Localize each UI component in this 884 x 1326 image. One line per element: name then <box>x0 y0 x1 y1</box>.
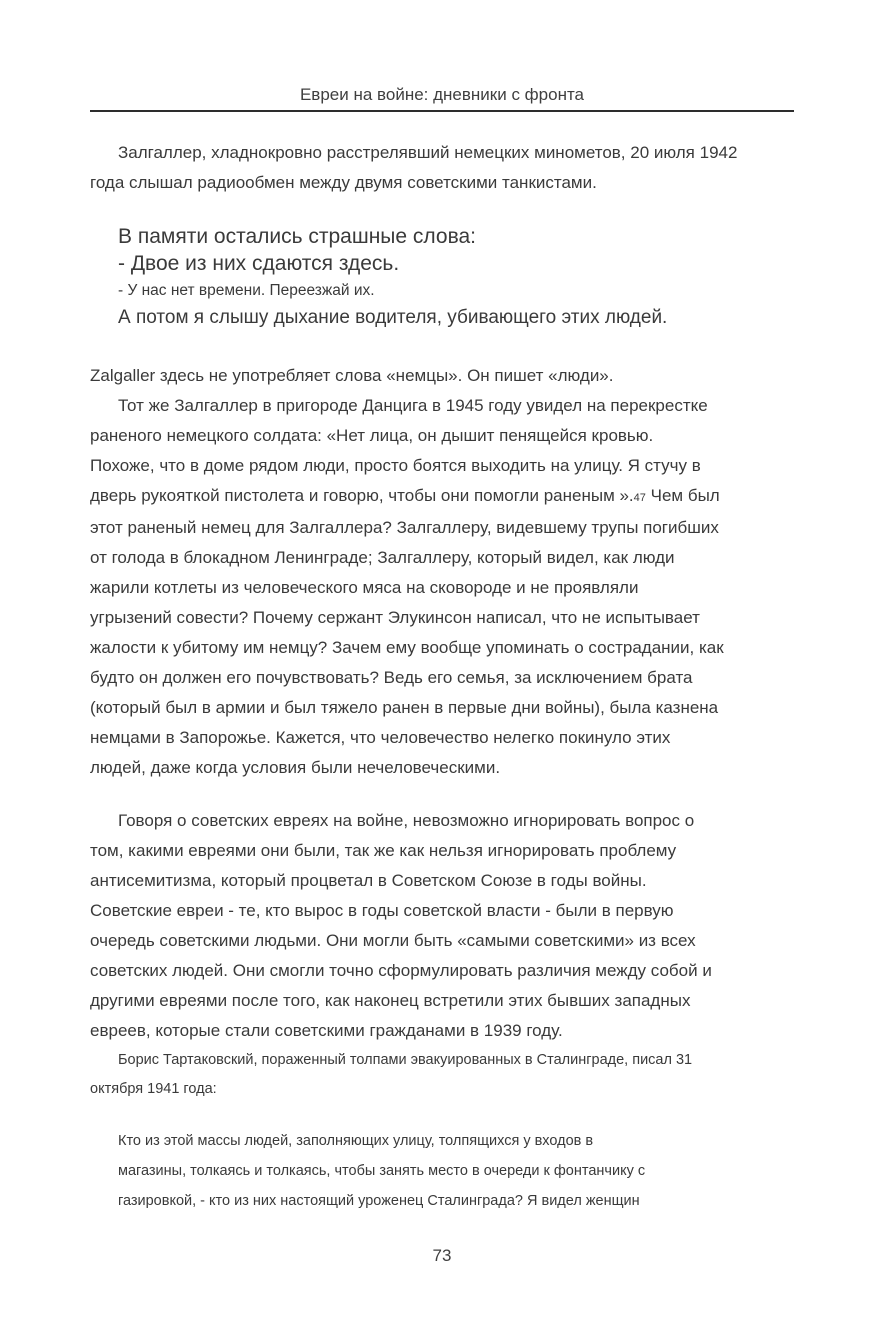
footnote-marker: 47 <box>633 492 646 504</box>
paragraph-soviet-jews <box>90 806 794 1046</box>
text-line: Тот же Залгаллер в пригороде Данцига в 1945 году увидел на перекрестке <box>118 396 708 415</box>
text-line: антисемитизма, который процветал в Советском Союзе в годы войны. <box>90 871 647 890</box>
text-line: октября 1941 года: <box>90 1081 217 1097</box>
text-line: (который был в армии и был тяжело ранен в первые дни войны), была казнена <box>90 698 719 717</box>
text-line: Похоже, что в доме рядом люди, просто боятся выходить на улицу. Я стучу в <box>90 456 701 475</box>
text-line: людей, даже когда условия были нечеловеческими. <box>90 758 501 777</box>
text-line-with-footnote <box>90 481 794 513</box>
block-quote-stalingrad <box>90 1126 794 1216</box>
text-line: очередь советскими людьми. Они могли быть «самыми советскими» из всех <box>90 931 696 950</box>
paragraph-danzig-footnote-line <box>90 481 794 513</box>
text-line: том, какими евреями они были, так же как нельзя игнорировать проблему <box>90 841 677 860</box>
text-line: жалости к убитому им немцу? Зачем ему вообще упоминать о сострадании, как <box>90 638 724 657</box>
text-line: от голода в блокадном Ленинграде; Залгаллеру, который видел, как люди <box>90 548 675 567</box>
text-line: немцами в Запорожье. Кажется, что человечество нелегко покинуло этих <box>90 728 671 747</box>
paragraph-zalgaller-radio <box>90 138 794 198</box>
text-line: этот раненый немец для Залгаллера? Залгаллеру, видевшему трупы погибших <box>90 518 719 537</box>
quote-line: - Двое из них сдаются здесь. <box>118 252 400 275</box>
paragraph-danzig-part1 <box>90 391 794 481</box>
text-line: другими евреями после того, как наконец встретили этих бывших западных <box>90 991 691 1010</box>
text-line: будто он должен его почувствовать? Ведь его семья, за исключением брата <box>90 668 693 687</box>
quote-line: А потом я слышу дыхание водителя, убивающего этих людей. <box>118 307 668 328</box>
text-line: Залгаллер, хладнокровно расстрелявший немецких минометов, 20 июля 1942 <box>118 143 738 162</box>
quote-line: В памяти остались страшные слова: <box>118 225 477 248</box>
running-header: Евреи на войне: дневники с фронта <box>299 85 585 104</box>
text-line: советских людей. Они смогли точно сформулировать различия между собой и <box>90 961 712 980</box>
text-line: магазины, толкаясь и толкаясь, чтобы занять место в очереди к фонтанчику с <box>118 1163 646 1179</box>
text-line: раненого немецкого солдата: «Нет лица, он дышит пенящейся кровью. <box>90 426 654 445</box>
text-line: газировкой, - кто из них настоящий уроженец Сталинграда? Я видел женщин <box>118 1193 640 1209</box>
text-line: Zalgaller здесь не употребляет слова «немцы». Он пишет «люди». <box>90 366 614 385</box>
text-line: Советские евреи - те, кто вырос в годы советской власти - были в первую <box>90 901 674 920</box>
paragraph-zalgaller-words <box>90 361 794 391</box>
footnote-line-pre: дверь рукояткой пистолета и говорю, чтобы они помогли раненым ». <box>90 486 634 505</box>
text-line: года слышал радиообмен между двумя советскими танкистами. <box>90 173 597 192</box>
paragraph-danzig-part2 <box>90 513 794 783</box>
page-number: 73 <box>432 1246 452 1265</box>
block-quote-tankists <box>90 223 794 331</box>
text-line: Говоря о советских евреях на войне, невозможно игнорировать вопрос о <box>118 811 695 830</box>
text-line: Кто из этой массы людей, заполняющих улицу, толпящихся у входов в <box>118 1133 594 1149</box>
header-rule <box>90 110 794 112</box>
text-line: Борис Тартаковский, пораженный толпами эвакуированных в Сталинграде, писал 31 <box>118 1052 693 1068</box>
page-content <box>90 0 794 1266</box>
paragraph-tartakovsky <box>90 1046 794 1104</box>
quote-line: - У нас нет времени. Переезжай их. <box>118 282 375 299</box>
footnote-line-post: Чем был <box>645 486 720 505</box>
text-line: евреев, которые стали советскими гражданами в 1939 году. <box>90 1021 563 1040</box>
text-line: жарили котлеты из человеческого мяса на сковороде и не проявляли <box>90 578 639 597</box>
text-line: угрызений совести? Почему сержант Элукинсон написал, что не испытывает <box>90 608 700 627</box>
